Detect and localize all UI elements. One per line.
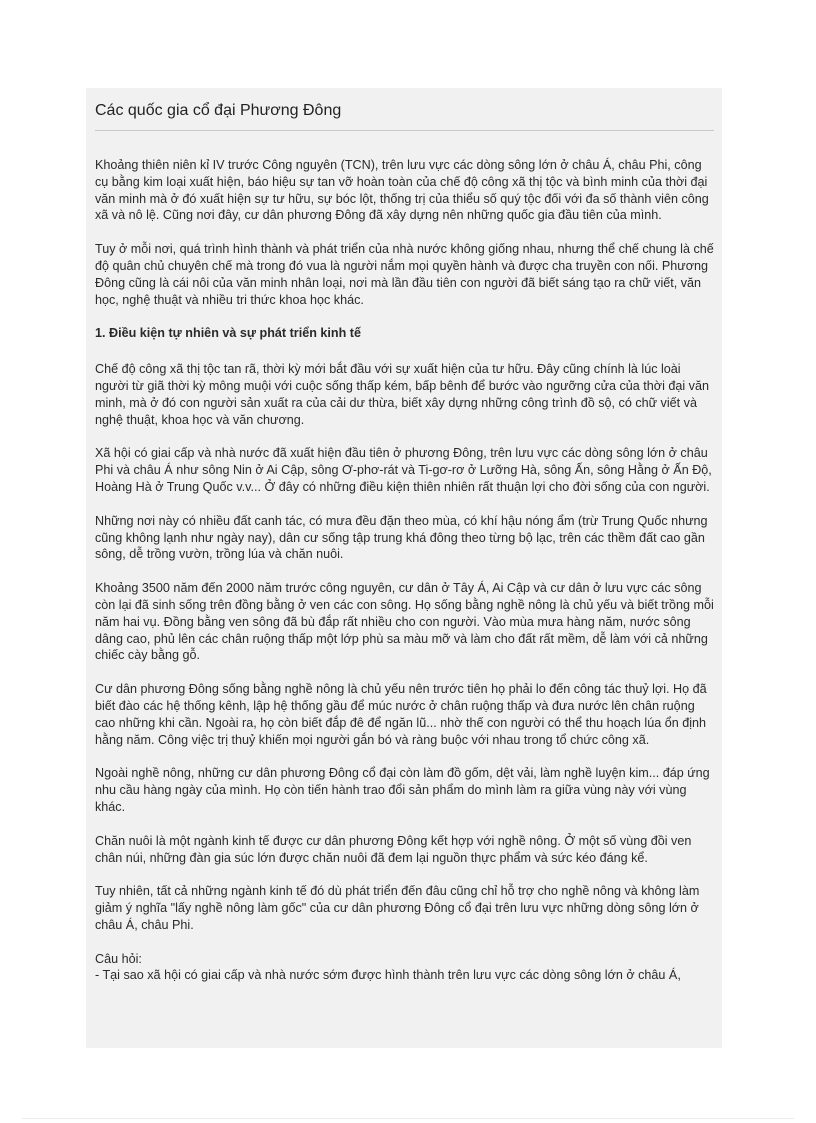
page-bottom-divider [22, 1118, 794, 1119]
question-item: - Tại sao xã hội có giai cấp và nhà nước sớm được hình thành trên lưu vực các dòng sông lớn ở châu Á, [95, 968, 681, 983]
title-divider [95, 130, 714, 131]
section-paragraph-7: Chăn nuôi là một ngành kinh tế được cư dân phương Đông kết hợp với nghề nông. Ở một số vùng đồi ven chân núi, những đàn gia súc lớn được chăn nuôi đã đem lại nguồn thực phẩm và sức kéo đáng kể. [95, 833, 692, 865]
section-paragraph-6: Ngoài nghề nông, những cư dân phương Đông cổ đại còn làm đồ gốm, dệt vải, làm nghề luyện kim... đáp ứng nhu cầu hàng ngày của mình. Họ còn tiến hành trao đổi sản phẩm do mình làm ra giữa vùng này với vùng khác. [95, 766, 710, 814]
section-paragraph-5: Cư dân phương Đông sống bằng nghề nông là chủ yếu nên trước tiên họ phải lo đến công tác thuỷ lợi. Họ đã biết đào các hệ thống kênh, lập hệ thống gầu để múc nước ở chân ruộng thấp và đưa nước lên chân ruộng cao những khi cần. Ngoài ra, họ còn biết đắp đê để ngăn lũ... nhờ thế con người có thể thu hoạch lúa ổn định hằng năm. Công việc trị thuỷ khiến mọi người gắn bó và ràng buộc với nhau trong tổ chức công xã. [95, 682, 707, 747]
questions-label: Câu hỏi: [95, 951, 142, 966]
section-paragraph-3: Những nơi này có nhiều đất canh tác, có mưa đều đặn theo mùa, có khí hậu nóng ẩm (trừ Trung Quốc nhưng cũng không lạnh như ngày nay), dân cư sống tập trung khá đông theo từng bộ lạc, trên các thềm đất cao gần sông, dễ trồng vườn, trồng lúa và chăn nuôi. [95, 513, 708, 562]
section-paragraph-8: Tuy nhiên, tất cả những ngành kinh tế đó dù phát triển đến đâu cũng chỉ hỗ trợ cho nghề nông và không làm giảm ý nghĩa "lấy nghề nông làm gốc" của cư dân phương Đông cổ đại trên lưu vực những dòng sông lớn ở châu Á, châu Phi. [95, 884, 700, 932]
article-content [86, 88, 722, 1048]
section-heading: 1. Điều kiện tự nhiên và sự phát triển kinh tế [95, 326, 361, 341]
page-title: Các quốc gia cổ đại Phương Đông [95, 102, 342, 119]
section-paragraph-2: Xã hội có giai cấp và nhà nước đã xuất hiện đầu tiên ở phương Đông, trên lưu vực các dòng sông lớn ở châu Phi và châu Á như sông Nin ở Ai Cập, sông Ơ-phơ-rát và Ti-gơ-rơ ở Lưỡng Hà, sông Ấn, sông Hằng ở Ấn Độ, Hoàng Hà ở Trung Quốc v.v... Ở đây có những điều kiện thiên nhiên rất thuận lợi cho đời sống của con người. [95, 446, 712, 494]
intro-paragraph-2: Tuy ở mỗi nơi, quá trình hình thành và phát triển của nhà nước không giống nhau, nhưng thể chế chung là chế độ quân chủ chuyên chế mà trong đó vua là người nắm mọi quyền hành và được cha truyền con nối. Phương Đông cũng là cái nôi của văn minh nhân loại, nơi mà lần đầu tiên con người đã biết sáng tạo ra chữ viết, văn học, nghệ thuật và nhiều tri thức khoa học khác. [95, 242, 714, 307]
intro-paragraph-1: Khoảng thiên niên kỉ IV trước Công nguyên (TCN), trên lưu vực các dòng sông lớn ở châu Á, châu Phi, công cụ bằng kim loại xuất hiện, báo hiệu sự tan vỡ hoàn toàn của chế độ công xã thị tộc và bình minh của thời đại văn minh mà ở đó xuất hiện sự tư hữu, sự bóc lột, thống trị của thiểu số quý tộc đối với đa số thành viên công xã và nô lệ. Cũng nơi đây, cư dân phương Đông đã xây dựng nên những quốc gia đầu tiên của mình. [95, 158, 709, 223]
section-paragraph-4: Khoảng 3500 năm đến 2000 năm trước công nguyên, cư dân ở Tây Á, Ai Cập và cư dân ở lưu vực các sông còn lại đã sinh sống trên đồng bằng ở ven các con sông. Họ sống bằng nghề nông là chủ yếu và biết trồng mỗi năm hai vụ. Đồng bằng ven sông đã bù đắp rất nhiều cho con người. Vào mùa mưa hàng năm, nước sông dâng cao, phủ lên các chân ruộng thấp một lớp phù sa màu mỡ và làm cho đất rất mềm, dễ làm với cả những chiếc cày bằng gỗ. [95, 581, 714, 663]
section-paragraph-1: Chế độ công xã thị tộc tan rã, thời kỳ mới bắt đầu với sự xuất hiện của tư hữu. Đây cũng chính là lúc loài người từ giã thời kỳ mông muội với cuộc sống thấp kém, bấp bênh để bước vào ngưỡng cửa của thời đại văn minh, mà ở đó con người sản xuất ra của cải dư thừa, biết xây dựng những công trình đồ sộ, có chữ viết và nghệ thuật, khoa học và văn chương. [95, 362, 709, 427]
